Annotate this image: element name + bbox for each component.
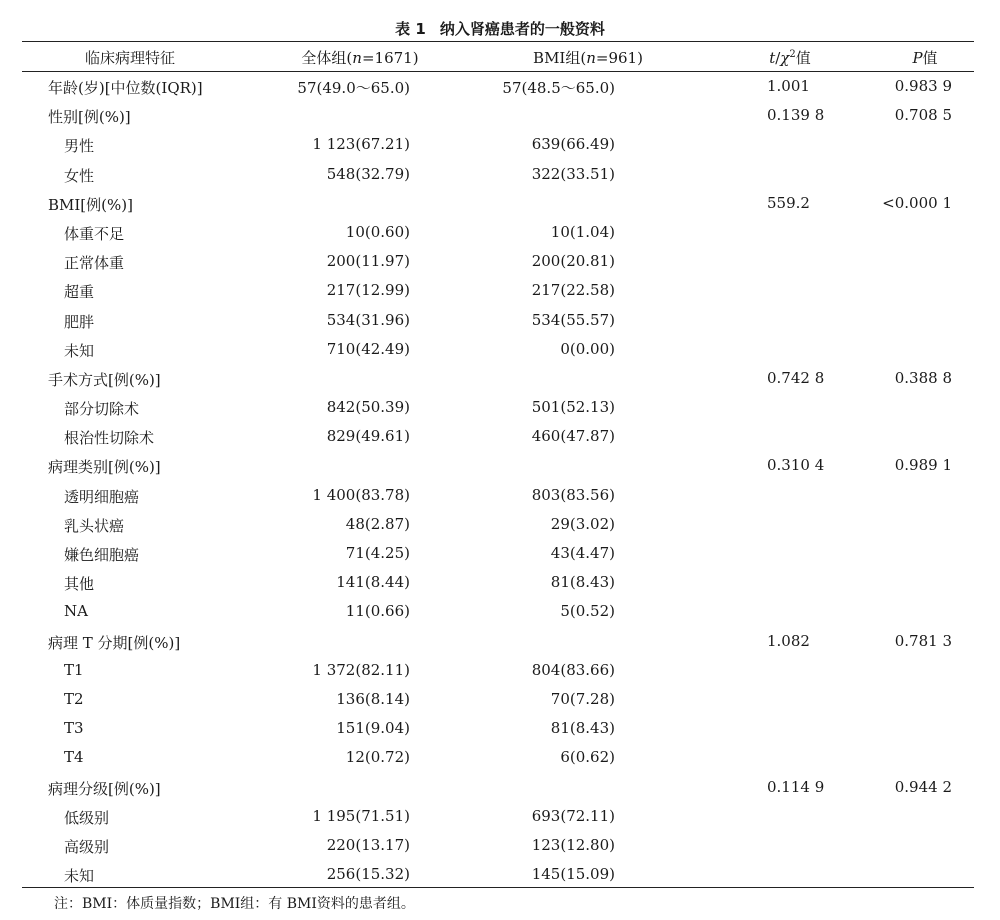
cell-statistic: 0.742 8 [767,368,825,387]
table-row [0,189,1000,218]
table-row [0,627,1000,656]
row-label: BMI[例(%)] [48,195,133,214]
cell-all-group: 141(8.44) [336,573,410,592]
table-row [0,247,1000,276]
cell-statistic: 559.2 [767,193,810,212]
cell-bmi-group: 70(7.28) [550,689,615,708]
row-label: 乳头状癌 [64,516,125,535]
table-row [0,101,1000,130]
row-label: T3 [64,719,84,738]
cell-p-value: 0.781 3 [894,631,952,650]
row-label: T1 [64,660,84,679]
row-label: 未知 [64,341,95,360]
table-row [0,364,1000,393]
cell-all-group: 1 195(71.51) [312,806,410,825]
row-label: 未知 [64,867,95,886]
row-label: 嫌色细胞癌 [64,546,140,564]
row-label: 低级别 [64,808,110,827]
table-title [0,18,1000,39]
cell-bmi-group: 501(52.13) [531,398,615,417]
table-body [0,72,1000,889]
row-label: 病理分级[例(%)] [48,779,161,798]
cell-all-group: 256(15.32) [326,865,410,884]
cell-bmi-group: 29(3.02) [550,514,615,533]
row-label: 高级别 [64,837,110,856]
header-statistic: $t/\chi^2$值 [769,49,811,67]
cell-bmi-group: 639(66.49) [531,135,615,154]
cell-p-value: 0.983 9 [894,77,952,95]
row-label: 年龄(岁)[中位数(IQR)] [48,79,203,97]
row-label: 性别[例(%)] [48,108,131,127]
cell-statistic: 1.001 [767,77,810,95]
cell-bmi-group: 693(72.11) [531,806,615,825]
cell-all-group: 11(0.66) [345,602,410,621]
table-row [0,714,1000,743]
table-caption: 纳入肾癌患者的一般资料 [439,20,605,38]
table-row [0,802,1000,831]
table-row [0,160,1000,189]
cell-all-group: 1 400(83.78) [312,485,410,504]
row-label: T4 [64,748,84,767]
table-row [0,860,1000,889]
cell-all-group: 48(2.87) [345,514,410,533]
cell-bmi-group: 123(12.80) [531,835,615,854]
cell-bmi-group: 803(83.56) [531,485,615,504]
row-label: 体重不足 [64,224,125,243]
table-row [0,335,1000,364]
row-label: 正常体重 [64,254,125,273]
table-row [0,130,1000,159]
row-label: 女性 [64,166,95,185]
table-row [0,72,1000,101]
table-row [0,481,1000,510]
cell-all-group: 71(4.25) [345,544,410,562]
table-row [0,510,1000,539]
cell-p-value: 0.944 2 [894,777,952,796]
header-bmi-group: BMI组(n=961) [533,49,643,67]
table-row [0,276,1000,305]
cell-bmi-group: 81(8.43) [550,573,615,592]
table-row [0,743,1000,772]
row-label: NA [64,602,88,621]
cell-statistic: 0.139 8 [767,106,825,125]
cell-p-value: 0.708 5 [894,106,952,125]
cell-bmi-group: 43(4.47) [550,544,615,562]
table-row [0,218,1000,247]
cell-bmi-group: 200(20.81) [531,252,615,271]
cell-bmi-group: 0(0.00) [560,339,615,358]
cell-all-group: 217(12.99) [326,281,410,300]
row-label: 根治性切除术 [64,429,155,448]
cell-all-group: 710(42.49) [326,339,410,358]
cell-statistic: 1.082 [767,631,810,650]
row-label: 其他 [64,575,95,594]
table-row [0,306,1000,335]
cell-bmi-group: 145(15.09) [531,865,615,884]
table-row [0,656,1000,685]
row-label: 肥胖 [64,312,95,331]
cell-all-group: 842(50.39) [326,398,410,417]
cell-statistic: 0.310 4 [767,456,825,475]
row-label: 超重 [64,283,95,302]
row-label: T2 [64,689,84,708]
table-row [0,831,1000,860]
cell-bmi-group: 217(22.58) [531,281,615,300]
table-row [0,773,1000,802]
cell-all-group: 548(32.79) [326,164,410,183]
row-label: 病理 T 分期[例(%)] [48,633,181,652]
header-all-group: 全体组(n=1671) [301,49,419,67]
row-label: 部分切除术 [64,400,140,419]
cell-bmi-group: 804(83.66) [531,660,615,679]
table-row [0,393,1000,422]
table-row [0,568,1000,597]
table-footnote: 注：BMI：体质量指数；BMI组：有 BMI资料的患者组。 [54,896,415,912]
cell-bmi-group: 534(55.57) [531,310,615,329]
cell-all-group: 1 123(67.21) [312,135,410,154]
row-label: 病理类别[例(%)] [48,458,161,477]
cell-p-value: 0.388 8 [894,368,952,387]
cell-bmi-group: 6(0.62) [560,748,615,767]
cell-p-value: 0.989 1 [894,456,952,475]
table-row [0,451,1000,480]
cell-bmi-group: 460(47.87) [531,427,615,446]
cell-all-group: 151(9.04) [336,719,410,738]
cell-all-group: 1 372(82.11) [312,660,410,679]
cell-bmi-group: 81(8.43) [550,719,615,738]
table-row [0,597,1000,626]
cell-all-group: 534(31.96) [326,310,410,329]
cell-bmi-group: 322(33.51) [531,164,615,183]
cell-bmi-group: 57(48.5～65.0) [502,79,615,97]
cell-all-group: 12(0.72) [345,748,410,767]
top-rule [22,41,974,42]
cell-all-group: 829(49.61) [326,427,410,446]
table-header [0,43,1000,71]
cell-statistic: 0.114 9 [767,777,825,796]
table-row [0,685,1000,714]
header-feature: 临床病理特征 [84,49,175,67]
row-label: 手术方式[例(%)] [48,370,161,389]
row-label: 透明细胞癌 [64,487,140,506]
cell-all-group: 10(0.60) [345,222,410,241]
table-number: 表 1 [395,20,426,38]
cell-bmi-group: 10(1.04) [550,222,615,241]
table-row [0,422,1000,451]
cell-all-group: 200(11.97) [326,252,410,271]
cell-all-group: 220(13.17) [326,835,410,854]
cell-all-group: 57(49.0～65.0) [297,79,410,97]
row-label: 男性 [64,137,95,156]
cell-bmi-group: 5(0.52) [560,602,615,621]
bottom-rule [22,887,974,888]
cell-all-group: 136(8.14) [336,689,410,708]
header-p-value: P值 [912,49,938,67]
cell-p-value: <0.000 1 [882,193,952,212]
table-row [0,539,1000,568]
